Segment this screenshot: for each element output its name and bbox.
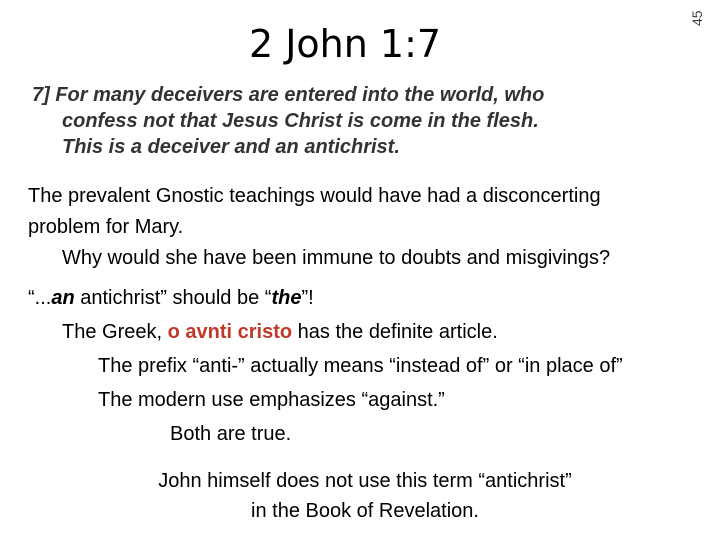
greek-term: o avnti cristo [167,321,293,343]
gnostic-paragraph [28,181,708,274]
verse-line-3: This is a deceiver and an antichrist. [62,136,400,158]
quote-middle: antichrist” should be “ [74,287,272,309]
para2-line-2 [28,315,718,349]
footer-line-1: John himself does not use this term “antichrist” [158,470,572,492]
para2-line-5: Both are true. [170,423,292,445]
para2-line-4: The modern use emphasizes “against.” [98,389,445,411]
para1-line-1: The prevalent Gnostic teachings would have had a disconcerting [28,185,601,207]
verse-quote [32,82,672,160]
quote-prefix: “... [28,287,52,309]
emphasis-an: an [51,287,75,309]
slide-number: 45 [689,10,705,26]
footer-line-2: in the Book of Revelation. [251,500,479,522]
verse-line-2: confess not that Jesus Christ is come in the flesh. [62,110,539,132]
slide-title: 2 John 1:7 [248,22,442,66]
antichrist-paragraph [28,281,718,451]
emphasis-the: the [271,287,302,309]
greek-intro: The Greek, [62,321,168,343]
greek-outro: has the definite article. [292,321,498,343]
para1-line-2: problem for Mary. [28,216,184,238]
footer-note [0,466,720,526]
para1-line-3: Why would she have been immune to doubts and misgivings? [62,247,611,269]
verse-line-1: 7] For many deceivers are entered into the world, who [32,84,545,106]
para2-line-1 [28,281,718,315]
quote-suffix: ”! [301,287,314,309]
para2-line-3: The prefix “anti-” actually means “instead of” or “in place of” [98,355,623,377]
